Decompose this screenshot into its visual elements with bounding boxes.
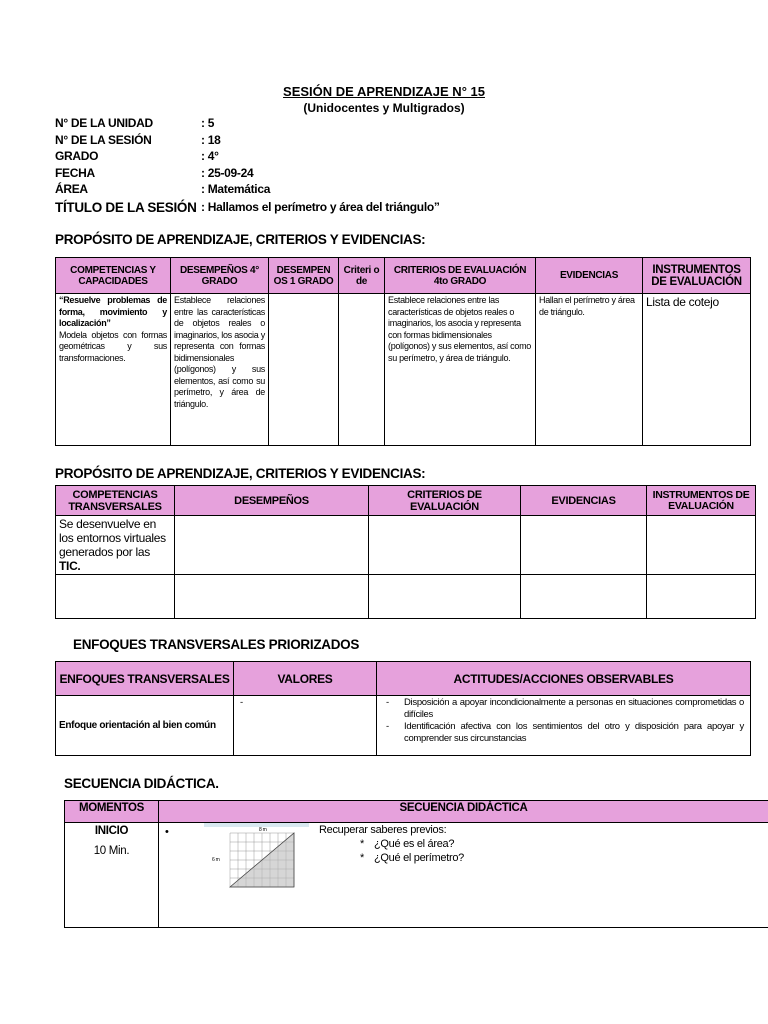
header-desempenos-4: DESEMPEÑOS 4° GRADO — [171, 258, 269, 294]
cell-evidencia: Hallan el perímetro y área de triángulo. — [536, 294, 643, 446]
bullet-dot: • — [165, 826, 169, 838]
header-actitudes: ACTITUDES/ACCIONES OBSERVABLES — [377, 662, 751, 696]
info-value: : Matemática — [201, 182, 271, 197]
header-instrumentos: INSTRUMENTOS DE EVALUACIÓN — [647, 486, 756, 516]
info-label: GRADO — [55, 149, 99, 164]
info-value: : 25-09-24 — [201, 165, 254, 180]
info-unidad — [55, 115, 440, 132]
pregunta-item — [319, 837, 464, 851]
figure-label-top: 8 m — [259, 827, 267, 833]
cell-competencia — [56, 294, 171, 446]
session-subtitle: (Unidocentes y Multigrados) — [303, 101, 465, 115]
info-titulo — [55, 198, 440, 217]
proposito-table — [55, 257, 751, 446]
pregunta-text: ¿Qué el perímetro? — [374, 852, 464, 864]
enfoques-table — [55, 661, 751, 756]
header-evidencias: EVIDENCIAS — [521, 486, 647, 516]
session-title: SESIÓN DE APRENDIZAJE N° 15 — [283, 84, 485, 99]
star-bullet: * — [360, 838, 364, 850]
cell-empty — [369, 575, 521, 619]
bullet-dash: - — [386, 697, 389, 708]
cell-empty — [521, 516, 647, 575]
momento-label: INICIO — [94, 825, 129, 837]
header-competencias: COMPETENCIAS Y CAPACIDADES — [56, 258, 171, 294]
cell-empty — [647, 575, 756, 619]
competencia-text: Modela objetos con formas geométricas y sus transformaciones. — [59, 329, 167, 363]
cell-desempeno: Establece relaciones entre las características de objetos reales o imaginarios, los asocia y representa con formas bidimensionales (polígonos) y sus elementos, así como su perímetro, y área de triángulo. — [171, 294, 269, 446]
header-valores: VALORES — [234, 662, 377, 696]
header-momentos: MOMENTOS — [65, 801, 159, 823]
info-fecha — [55, 165, 440, 182]
figure-label-side: 6 m — [212, 857, 220, 863]
pregunta-text: ¿Qué es el área? — [374, 838, 455, 850]
triangle-figure — [204, 823, 309, 891]
cell-empty — [175, 575, 369, 619]
info-area — [55, 181, 440, 198]
cell-actitudes — [377, 696, 751, 756]
info-value: : 4° — [201, 149, 219, 164]
pregunta-item — [319, 851, 464, 865]
info-grado — [55, 148, 440, 165]
cell-criterio-evaluacion: Establece relaciones entre las características de objetos reales o imaginarios, los asocia y representa con formas bidimensionales (polígonos) y sus elementos, así como su perímetro, y área de triángulo. — [385, 294, 536, 446]
secuencia-table — [64, 800, 768, 928]
section1-heading: PROPÓSITO DE APRENDIZAJE, CRITERIOS Y EVIDENCIAS: — [55, 232, 426, 247]
info-sesion — [55, 132, 440, 149]
header-desempenos-1: DESEMPEN OS 1 GRADO — [269, 258, 339, 294]
info-label: N° DE LA UNIDAD — [55, 116, 153, 131]
section2-heading: PROPÓSITO DE APRENDIZAJE, CRITERIOS Y EVIDENCIAS: — [55, 466, 426, 481]
cell-empty — [175, 516, 369, 575]
cell-empty — [647, 516, 756, 575]
cell-desempeno-1 — [269, 294, 339, 446]
info-label: FECHA — [55, 165, 95, 180]
info-value: : 18 — [201, 132, 221, 147]
bullet-dash: - — [386, 721, 389, 732]
info-value: : Hallamos el perímetro y área del triángulo” — [201, 200, 440, 214]
cell-competencia-transversal — [56, 516, 175, 575]
cell-criterio — [339, 294, 385, 446]
cell-empty — [521, 575, 647, 619]
cell-valor: - — [234, 696, 377, 756]
actitud-item — [380, 721, 744, 745]
info-label: TÍTULO DE LA SESIÓN — [55, 199, 197, 215]
header-criterio: Criteri o de — [339, 258, 385, 294]
section4-heading: SECUENCIA DIDÁCTICA. — [64, 776, 219, 791]
cell-secuencia — [159, 823, 768, 928]
star-bullet: * — [360, 852, 364, 864]
info-label: ÁREA — [55, 182, 88, 197]
secuencia-text — [319, 823, 464, 865]
triangle-grid-icon — [204, 823, 309, 891]
transversales-table — [55, 485, 756, 619]
header-desempenos: DESEMPEÑOS — [175, 486, 369, 516]
header-enfoques: ENFOQUES TRANSVERSALES — [56, 662, 234, 696]
header-secuencia: SECUENCIA DIDÁCTICA — [159, 801, 768, 823]
header-evidencias: EVIDENCIAS — [536, 258, 643, 294]
competencia-bold: TIC. — [59, 559, 81, 573]
actitud-text: Disposición a apoyar incondicionalmente a personas en situaciones comprometidas o difíciles — [404, 697, 744, 720]
session-info — [55, 115, 440, 217]
header-instrumentos: INSTRUMENTOS DE EVALUACIÓN — [643, 258, 751, 294]
momento-time: 10 Min. — [93, 845, 130, 857]
cell-empty — [56, 575, 175, 619]
competencia-title: “Resuelve problemas de forma, movimiento y localización” — [59, 295, 167, 328]
info-value: : 5 — [201, 116, 215, 131]
header-criterios: CRITERIOS DE EVALUACIÓN — [369, 486, 521, 516]
header-criterios-evaluacion: CRITERIOS DE EVALUACIÓN 4to GRADO — [385, 258, 536, 294]
cell-momento — [65, 823, 159, 928]
competencia-text: Se desenvuelve en los entornos virtuales generados por las — [59, 517, 166, 559]
info-label: N° DE LA SESIÓN — [55, 132, 152, 147]
cell-instrumento: Lista de cotejo — [643, 294, 751, 446]
cell-enfoque: Enfoque orientación al bien común — [56, 696, 234, 756]
cell-empty — [369, 516, 521, 575]
header-competencias-transversales: COMPETENCIAS TRANSVERSALES — [56, 486, 175, 516]
actitud-item — [380, 697, 744, 721]
secuencia-intro: Recuperar saberes previos: — [319, 824, 447, 836]
section3-heading: ENFOQUES TRANSVERSALES PRIORIZADOS — [73, 637, 360, 652]
actitud-text: Identificación afectiva con los sentimientos del otro y disposición para apoyar y comprender sus circunstancias — [404, 721, 744, 744]
